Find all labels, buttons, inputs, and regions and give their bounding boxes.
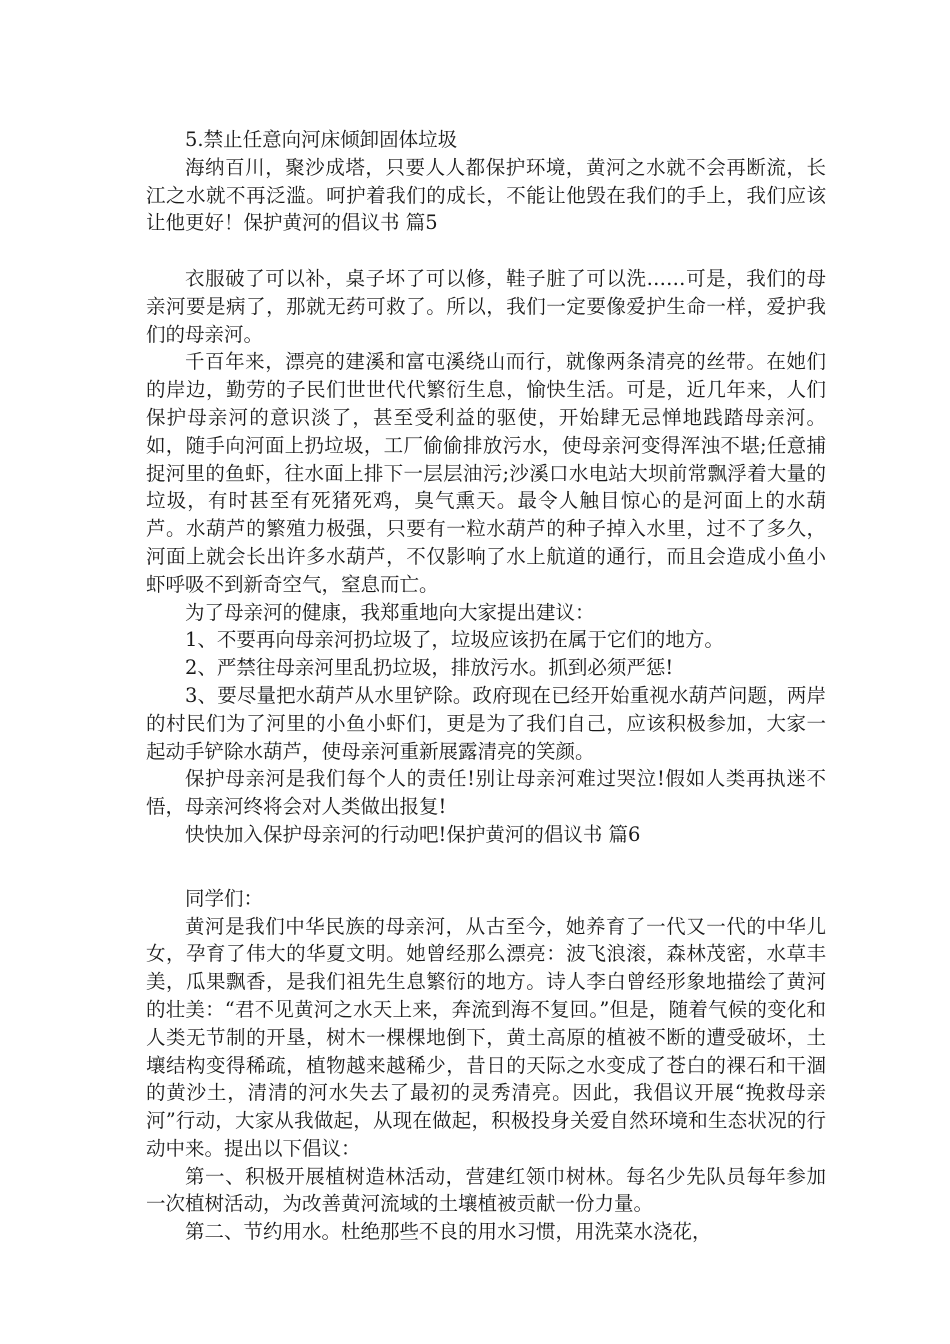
list-item: 2、严禁往母亲河里乱扔垃圾，排放污水。抓到必须严惩! — [185, 656, 674, 680]
paragraph: 第二、节约用水。杜绝那些不良的用水习惯，用洗菜水浇花， — [185, 1220, 712, 1244]
list-item: 1、不要再向母亲河扔垃圾了，垃圾应该扔在属于它们的地方。 — [185, 628, 724, 652]
paragraph-gap — [146, 849, 826, 885]
paragraph: 快快加入保护母亲河的行动吧!保护黄河的倡议书 篇6 — [185, 822, 641, 846]
paragraph-gap — [146, 237, 826, 265]
salutation: 同学们： — [185, 886, 264, 910]
paragraph: 第一、积极开展植树造林活动，营建红领巾树林。每名少先队员每年参加一次植树活动，为改善黄河流域的土壤植被贡献一份力量。 — [146, 1164, 826, 1216]
list-item: 3、要尽量把水葫芦从水里铲除。政府现在已经开始重视水葫芦问题，两岸的村民们为了河里的小鱼小虾们，更是为了我们自己，应该积极参加，大家一起动手铲除水葫芦，使母亲河重新展露清亮的笑颜。 — [146, 683, 826, 763]
paragraph: 为了母亲河的健康，我郑重地向大家提出建议： — [185, 600, 595, 624]
paragraph: 保护母亲河是我们每个人的责任!别让母亲河难过哭泣!假如人类再执迷不悟，母亲河终将会对人类做出报复! — [146, 767, 826, 819]
paragraph: 海纳百川，聚沙成塔，只要人人都保护环境，黄河之水就不会再断流，长江之水就不再泛滥。呵护着我们的成长，不能让他毁在我们的手上，我们应该让他更好！保护黄河的倡议书 篇5 — [146, 155, 826, 235]
document-body — [146, 126, 826, 1246]
paragraph: 黄河是我们中华民族的母亲河，从古至今，她养育了一代又一代的中华儿女，孕育了伟大的华夏文明。她曾经那么漂亮：波飞浪滚，森林茂密，水草丰美，瓜果飘香，是我们祖先生息繁衍的地方。诗人李白曾经形象地描绘了黄河的壮美：“君不见黄河之水天上来，奔流到海不复回。”但是，随着气候的变化和人类无节制的开垦，树木一棵棵地倒下，黄土高原的植被不断的遭受破坏，土壤结构变得稀疏，植物越来越稀少，昔日的天际之水变成了苍白的裸石和干涸的黄沙土，清清的河水失去了最初的灵秀清亮。因此，我倡议开展“挽救母亲河”行动，大家从我做起，从现在做起，积极投身关爱自然环境和生态状况的行动中来。提出以下倡议： — [146, 914, 826, 1160]
paragraph: 5.禁止任意向河床倾卸固体垃圾 — [185, 128, 458, 151]
paragraph: 衣服破了可以补，桌子坏了可以修，鞋子脏了可以洗……可是，我们的母亲河要是病了，那就无药可救了。所以，我们一定要像爱护生命一样，爱护我们的母亲河。 — [146, 266, 826, 346]
paragraph: 千百年来，漂亮的建溪和富屯溪绕山而行，就像两条清亮的丝带。在她们的岸边，勤劳的子民们世世代代繁衍生息，愉快生活。可是，近几年来，人们保护母亲河的意识淡了，甚至受利益的驱使，开始肆无忌惮地践踏母亲河。如，随手向河面上扔垃圾，工厂偷偷排放污水，使母亲河变得浑浊不堪;任意捕捉河里的鱼虾，往水面上排下一层层油污;沙溪口水电站大坝前常飘浮着大量的垃圾，有时甚至有死猪死鸡，臭气熏天。最令人触目惊心的是河面上的水葫芦。水葫芦的繁殖力极强，只要有一粒水葫芦的种子掉入水里，过不了多久，河面上就会长出许多水葫芦，不仅影响了水上航道的通行，而且会造成小鱼小虾呼吸不到新奇空气，窒息而亡。 — [146, 350, 826, 596]
